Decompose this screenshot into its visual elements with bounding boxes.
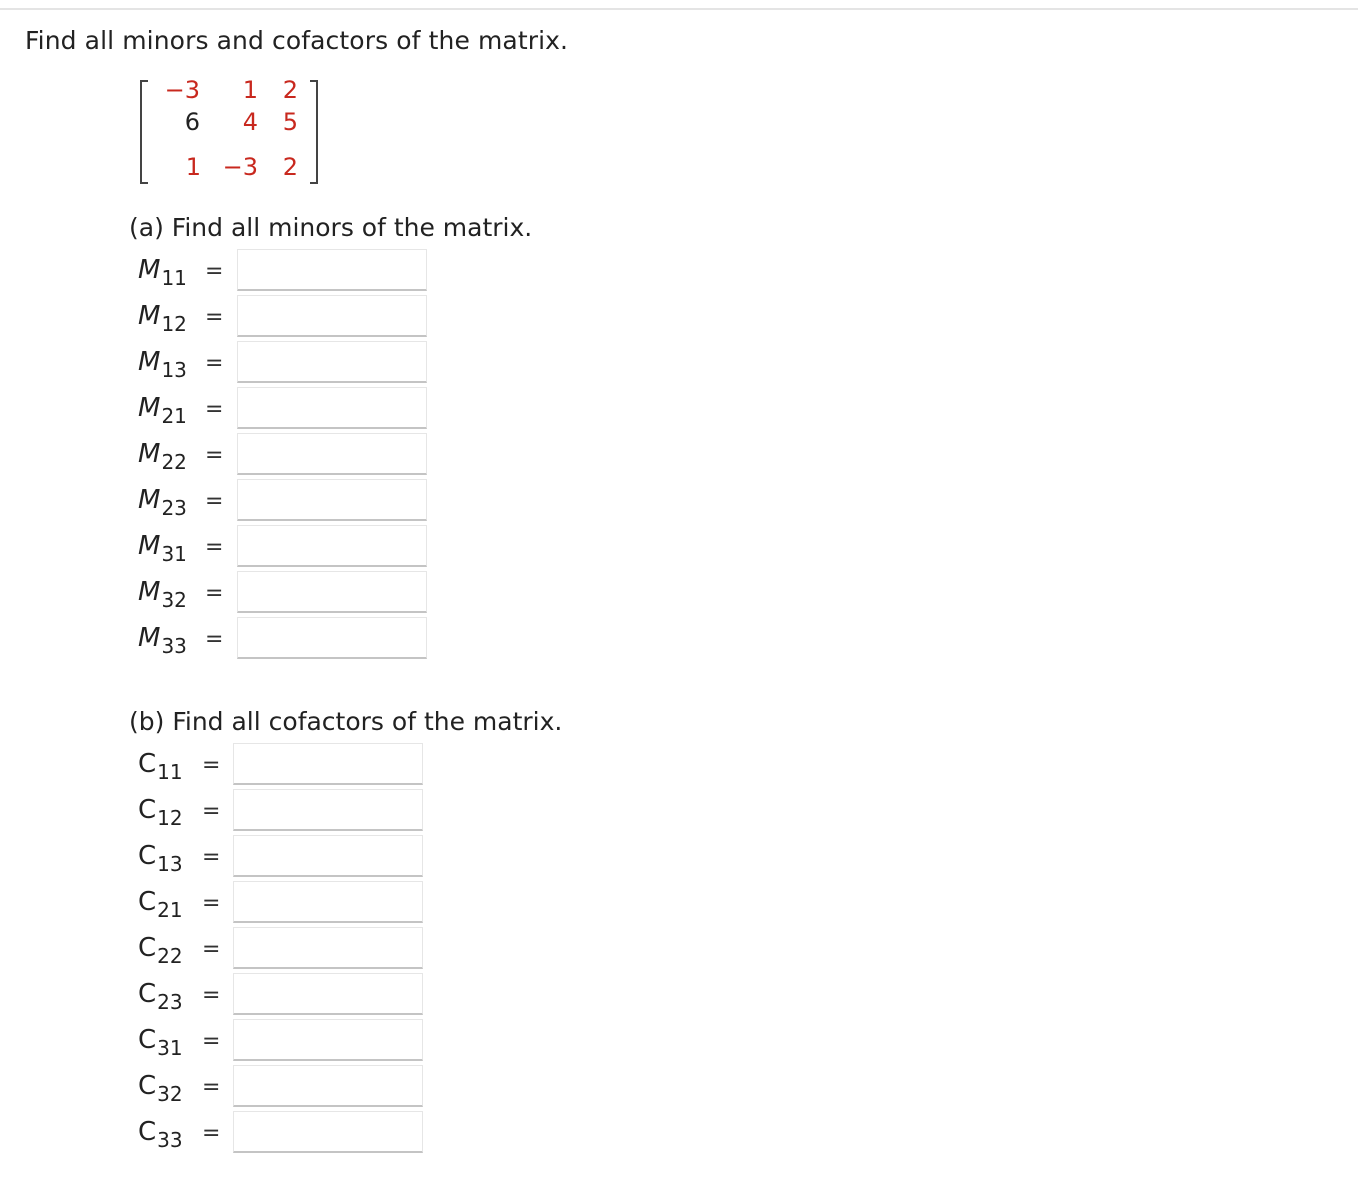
variable-subscript: 12 xyxy=(161,312,187,336)
matrix-cell-3-2: −3 xyxy=(222,153,258,181)
equals-sign: = xyxy=(202,1121,221,1146)
minor-input-31[interactable] xyxy=(237,525,427,567)
equals-sign: = xyxy=(205,397,224,422)
variable-letter: C xyxy=(138,1117,157,1147)
cofactor-label-11 xyxy=(138,749,183,784)
variable-letter: M xyxy=(138,301,161,331)
cofactor-input-12[interactable] xyxy=(233,789,423,831)
variable-subscript: 33 xyxy=(161,634,187,658)
cofactor-input-13[interactable] xyxy=(233,835,423,877)
cofactor-label-23 xyxy=(138,979,183,1014)
matrix-cell-2-3: 5 xyxy=(282,108,298,136)
equals-sign: = xyxy=(205,535,224,560)
cofactor-row-22 xyxy=(138,927,458,971)
minor-input-23[interactable] xyxy=(237,479,427,521)
equals-sign: = xyxy=(205,259,224,284)
minor-label-11 xyxy=(138,255,187,290)
minor-input-32[interactable] xyxy=(237,571,427,613)
variable-letter: M xyxy=(138,623,161,653)
variable-letter: M xyxy=(138,577,161,607)
cofactor-label-13 xyxy=(138,841,183,876)
cofactor-input-31[interactable] xyxy=(233,1019,423,1061)
minor-input-21[interactable] xyxy=(237,387,427,429)
variable-subscript: 11 xyxy=(157,760,183,784)
equals-sign: = xyxy=(202,845,221,870)
variable-subscript: 33 xyxy=(157,1128,183,1152)
minor-row-13 xyxy=(138,341,458,385)
equals-sign: = xyxy=(202,891,221,916)
equals-sign: = xyxy=(202,1075,221,1100)
variable-letter: M xyxy=(138,347,161,377)
equals-sign: = xyxy=(205,489,224,514)
minor-row-11 xyxy=(138,249,458,293)
minor-row-23 xyxy=(138,479,458,523)
variable-subscript: 21 xyxy=(161,404,187,428)
variable-subscript: 23 xyxy=(157,990,183,1014)
cofactor-input-22[interactable] xyxy=(233,927,423,969)
question-prompt: Find all minors and cofactors of the matrix. xyxy=(25,26,569,55)
variable-letter: M xyxy=(138,531,161,561)
matrix-cell-1-1: −3 xyxy=(164,76,200,104)
minor-input-12[interactable] xyxy=(237,295,427,337)
minor-label-23 xyxy=(138,485,187,520)
part-a-title: (a) Find all minors of the matrix. xyxy=(129,213,533,242)
minor-label-21 xyxy=(138,393,187,428)
variable-subscript: 31 xyxy=(161,542,187,566)
cofactor-label-12 xyxy=(138,795,183,830)
equals-sign: = xyxy=(205,627,224,652)
equals-sign: = xyxy=(205,305,224,330)
variable-letter: C xyxy=(138,841,157,871)
cofactor-label-22 xyxy=(138,933,183,968)
matrix xyxy=(140,76,320,188)
variable-subscript: 13 xyxy=(157,852,183,876)
variable-letter: C xyxy=(138,1025,157,1055)
equals-sign: = xyxy=(202,753,221,778)
matrix-cell-2-2: 4 xyxy=(242,108,258,136)
variable-subscript: 22 xyxy=(161,450,187,474)
equals-sign: = xyxy=(205,443,224,468)
cofactor-label-33 xyxy=(138,1117,183,1152)
minor-label-32 xyxy=(138,577,187,612)
variable-letter: M xyxy=(138,255,161,285)
minor-label-22 xyxy=(138,439,187,474)
minor-input-11[interactable] xyxy=(237,249,427,291)
minor-row-12 xyxy=(138,295,458,339)
matrix-left-bracket xyxy=(140,80,148,184)
cofactor-row-11 xyxy=(138,743,458,787)
matrix-cell-1-3: 2 xyxy=(282,76,298,104)
variable-letter: C xyxy=(138,887,157,917)
equals-sign: = xyxy=(202,1029,221,1054)
cofactor-row-33 xyxy=(138,1111,458,1155)
cofactor-row-23 xyxy=(138,973,458,1017)
minor-label-31 xyxy=(138,531,187,566)
cofactor-row-31 xyxy=(138,1019,458,1063)
variable-subscript: 12 xyxy=(157,806,183,830)
variable-subscript: 11 xyxy=(161,266,187,290)
part-b-title: (b) Find all cofactors of the matrix. xyxy=(129,707,563,736)
variable-letter: C xyxy=(138,933,157,963)
equals-sign: = xyxy=(202,937,221,962)
variable-letter: M xyxy=(138,439,161,469)
variable-subscript: 22 xyxy=(157,944,183,968)
matrix-cell-2-1: 6 xyxy=(184,108,200,136)
cofactor-row-21 xyxy=(138,881,458,925)
minor-row-21 xyxy=(138,387,458,431)
minor-label-13 xyxy=(138,347,187,382)
variable-letter: M xyxy=(138,485,161,515)
cofactor-input-32[interactable] xyxy=(233,1065,423,1107)
matrix-cell-3-3: 2 xyxy=(282,153,298,181)
minor-label-12 xyxy=(138,301,187,336)
matrix-right-bracket xyxy=(310,80,318,184)
minor-row-33 xyxy=(138,617,458,661)
variable-subscript: 13 xyxy=(161,358,187,382)
cofactor-row-12 xyxy=(138,789,458,833)
cofactor-input-11[interactable] xyxy=(233,743,423,785)
minor-input-13[interactable] xyxy=(237,341,427,383)
variable-letter: M xyxy=(138,393,161,423)
cofactor-input-33[interactable] xyxy=(233,1111,423,1153)
equals-sign: = xyxy=(205,581,224,606)
cofactor-input-23[interactable] xyxy=(233,973,423,1015)
equals-sign: = xyxy=(202,799,221,824)
cofactor-input-21[interactable] xyxy=(233,881,423,923)
variable-subscript: 31 xyxy=(157,1036,183,1060)
variable-subscript: 21 xyxy=(157,898,183,922)
minor-input-22[interactable] xyxy=(237,433,427,475)
cofactor-row-13 xyxy=(138,835,458,879)
matrix-cell-3-1: 1 xyxy=(185,153,201,181)
cofactor-label-21 xyxy=(138,887,183,922)
top-divider xyxy=(0,8,1358,10)
minor-row-31 xyxy=(138,525,458,569)
minor-label-33 xyxy=(138,623,187,658)
minor-row-22 xyxy=(138,433,458,477)
variable-letter: C xyxy=(138,1071,157,1101)
minor-row-32 xyxy=(138,571,458,615)
variable-letter: C xyxy=(138,979,157,1009)
cofactor-label-32 xyxy=(138,1071,183,1106)
equals-sign: = xyxy=(202,983,221,1008)
matrix-cell-1-2: 1 xyxy=(242,76,258,104)
variable-letter: C xyxy=(138,795,157,825)
cofactor-row-32 xyxy=(138,1065,458,1109)
variable-letter: C xyxy=(138,749,157,779)
minor-input-33[interactable] xyxy=(237,617,427,659)
cofactor-label-31 xyxy=(138,1025,183,1060)
equals-sign: = xyxy=(205,351,224,376)
variable-subscript: 32 xyxy=(161,588,187,612)
variable-subscript: 23 xyxy=(161,496,187,520)
variable-subscript: 32 xyxy=(157,1082,183,1106)
